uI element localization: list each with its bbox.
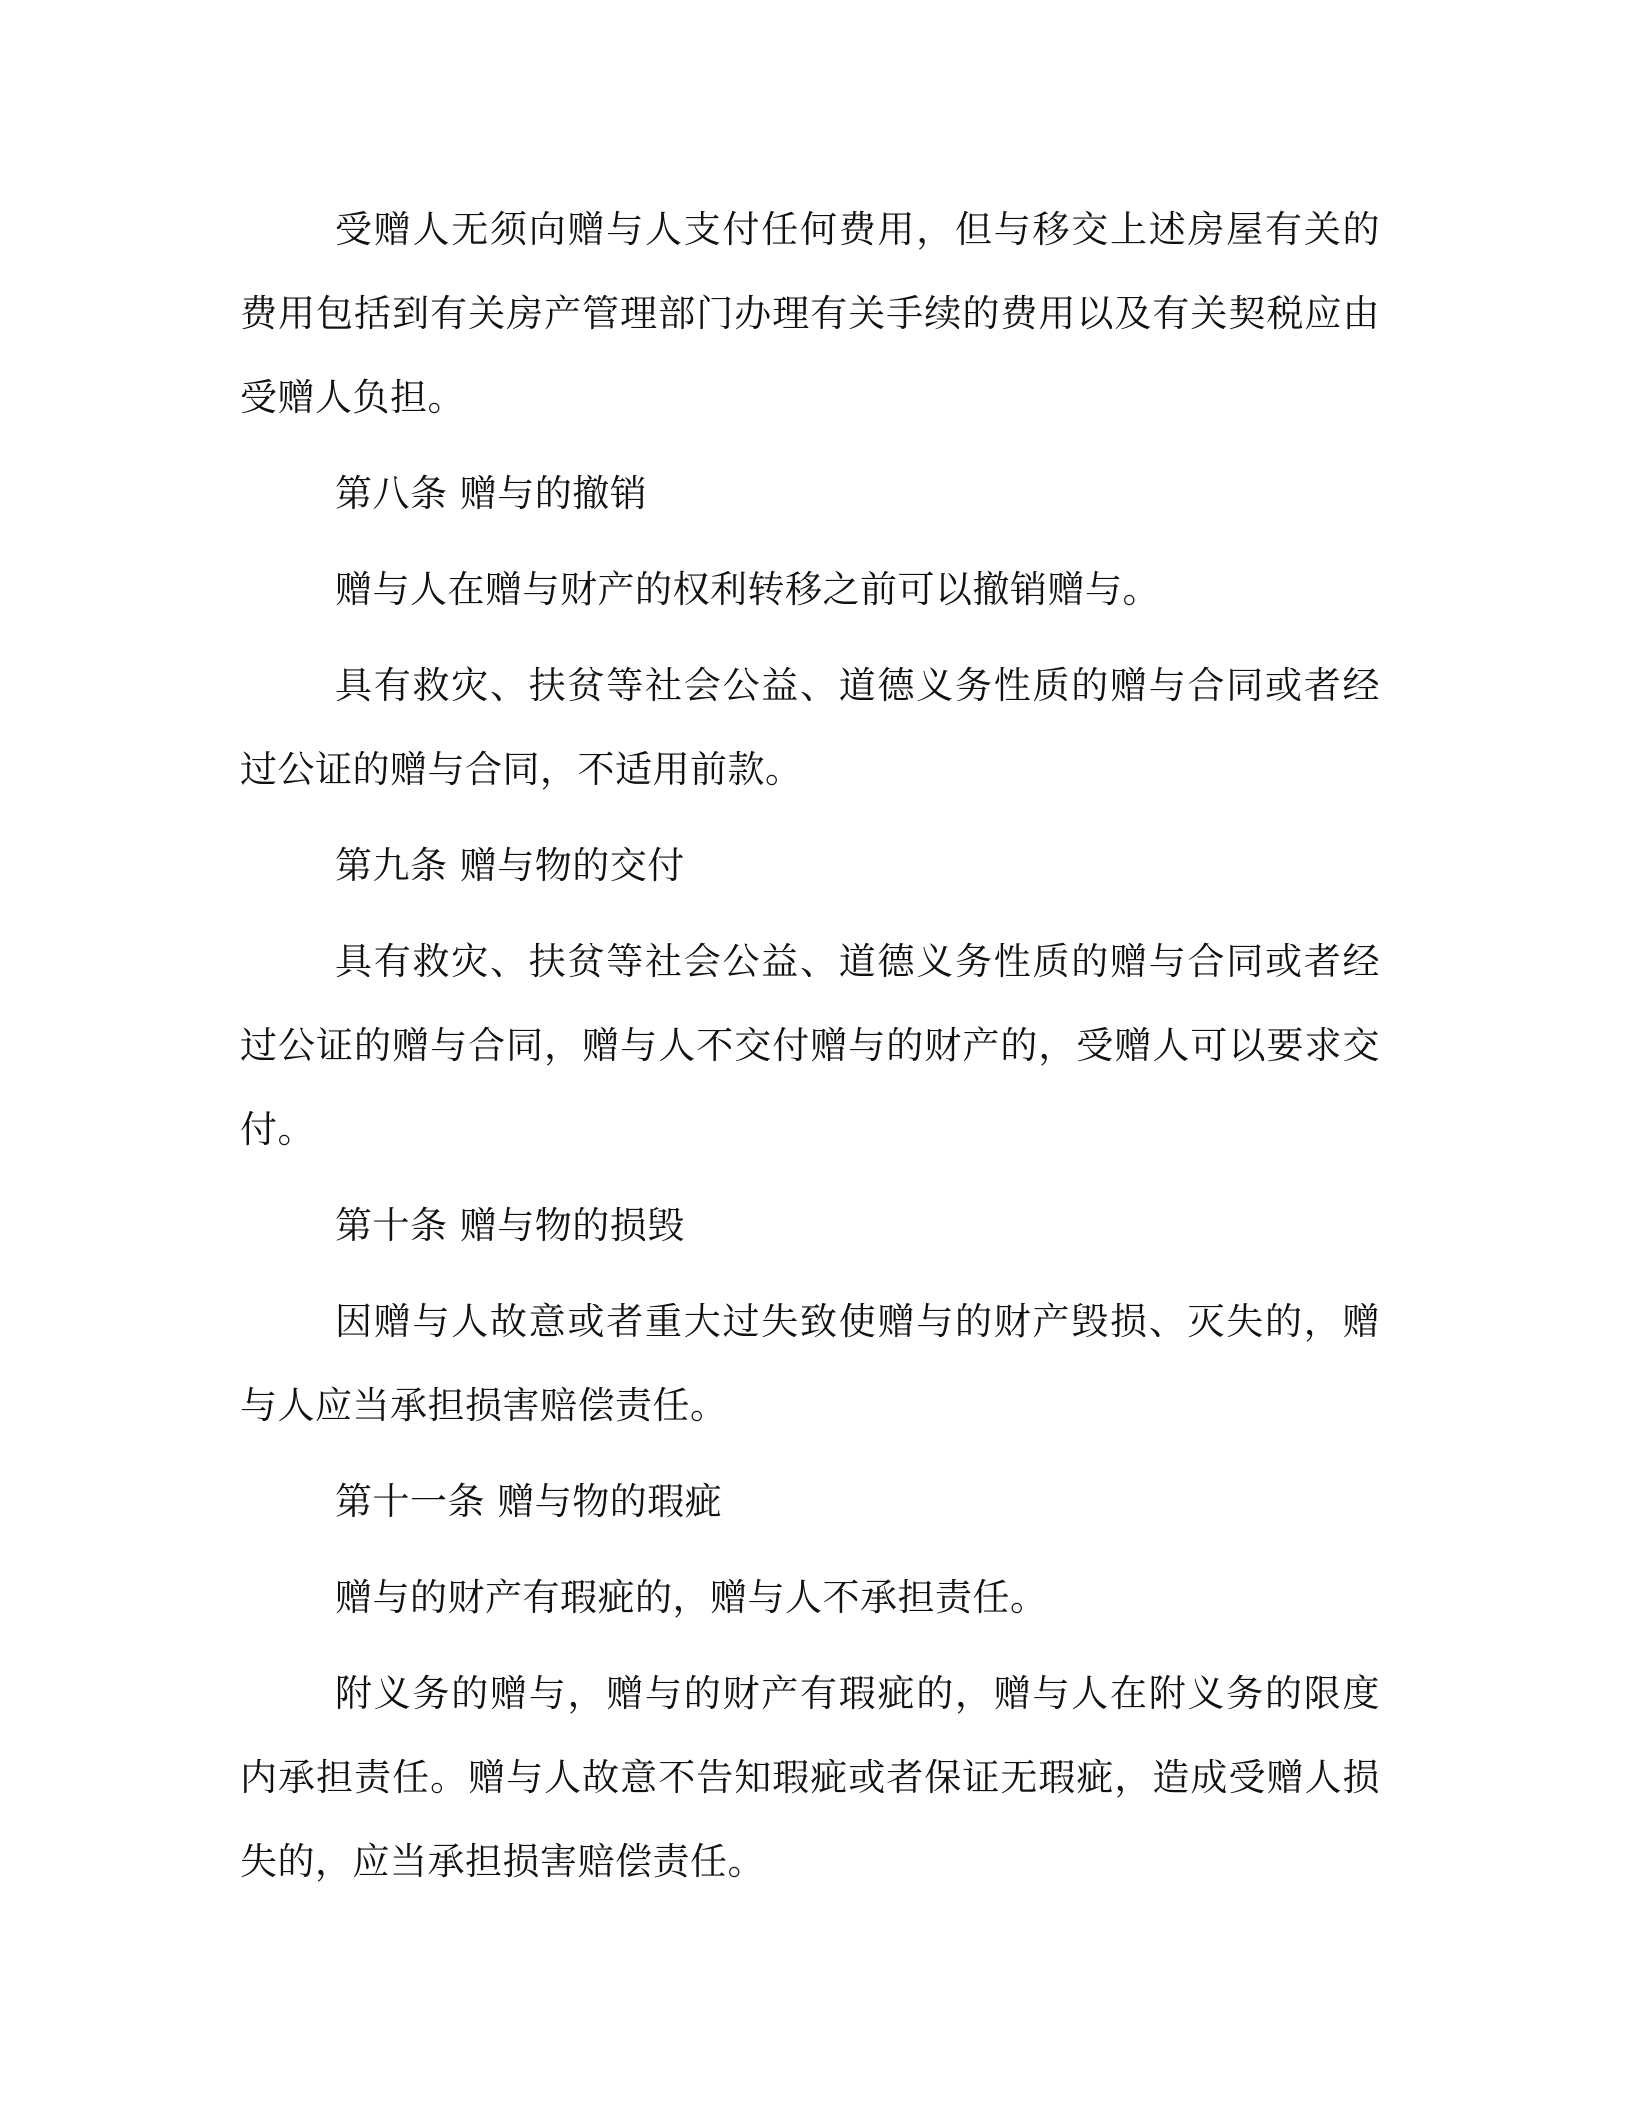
document-body: [240, 188, 1380, 1916]
paragraph-delivery: 具有救灾、扶贫等社会公益、道德义务性质的赠与合同或者经过公证的赠与合同，赠与人不交付赠与的财产的，受赠人可以要求交付。: [240, 940, 1380, 1151]
article-11-heading: 第十一条 赠与物的瑕疵: [335, 1480, 723, 1523]
paragraph-gift-fees: 受赠人无须向赠与人支付任何费用，但与移交上述房屋有关的费用包括到有关房产管理部门办理有关手续的费用以及有关契税应由受赠人负担。: [240, 208, 1380, 419]
article-9-heading: 第九条 赠与物的交付: [335, 844, 685, 887]
paragraph-defect-obligation: 附义务的赠与，赠与的财产有瑕疵的，赠与人在附义务的限度内承担责任。赠与人故意不告知瑕疵或者保证无瑕疵，造成受赠人损失的，应当承担损害赔偿责任。: [240, 1672, 1380, 1883]
article-10-heading: 第十条 赠与物的损毁: [335, 1204, 685, 1247]
paragraph-defect: 赠与的财产有瑕疵的，赠与人不承担责任。: [335, 1576, 1048, 1619]
paragraph-revocation-exception: 具有救灾、扶贫等社会公益、道德义务性质的赠与合同或者经过公证的赠与合同，不适用前款。: [240, 664, 1380, 791]
article-8-heading: 第八条 赠与的撤销: [335, 472, 648, 515]
paragraph-damage: 因赠与人故意或者重大过失致使赠与的财产毁损、灭失的，赠与人应当承担损害赔偿责任。: [240, 1300, 1380, 1427]
paragraph-revocation: 赠与人在赠与财产的权利转移之前可以撤销赠与。: [335, 568, 1160, 611]
